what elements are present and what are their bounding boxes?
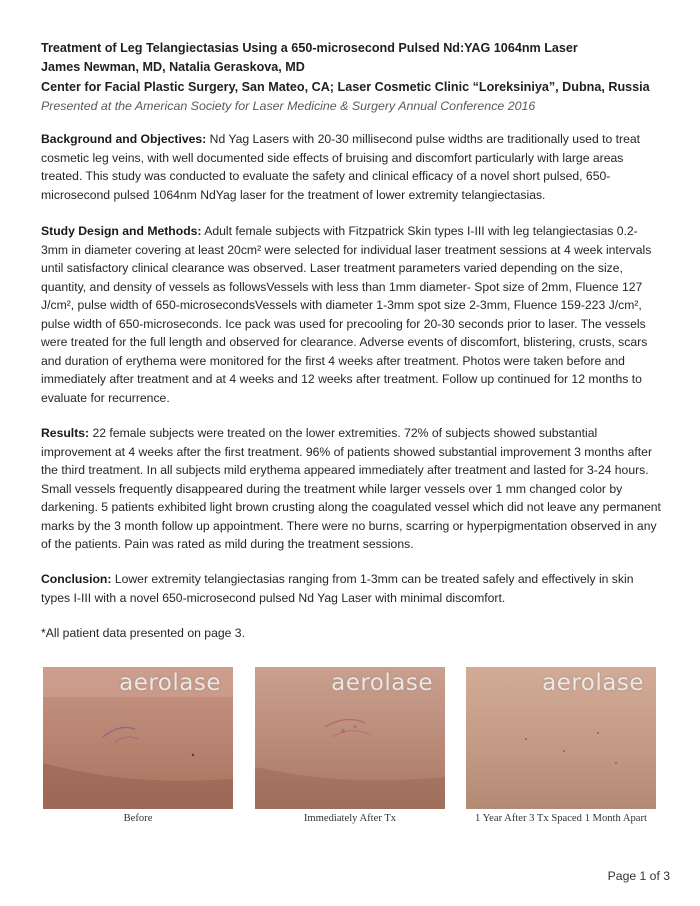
section-body: Lower extremity telangiectasias ranging from 1-3mm can be treated safely and effectively in skin types I-III with a novel 650-microsecond pulsed Nd Yag Laser with minimal discomfort.: [41, 572, 634, 605]
photo-caption-one-year-after: 1 Year After 3 Tx Spaced 1 Month Apart: [475, 813, 647, 824]
photo-immediately-after: [255, 667, 445, 809]
section-body: Adult female subjects with Fitzpatrick Skin types I-III with leg telangiectasias 0.2-3mm in diameter covering at least 20cm² were selected for individual laser treatment sessions at 4 week intervals until satisfactory clinical clearance was observed. Laser treatment parameters varied depending on the size, quantity, and density of vessels as followsVessels with less than 1mm diameter- Spot size of 2mm, Fluence 127 J/cm², pulse width of 650-microsecondsVessels with diameter 1-3mm spot size 2-3mm, Fluence 159-223 J/cm², pulse width of 650-microseconds. Ice pack was used for precooling for 20-30 seconds prior to laser. The vessels were treated for the full length and observed for clearance. Adverse events of discomfort, blistering, crusts, scars and duration of erythema were monitored for the first 4 weeks after treatment. Photos were taken before and immediately after treatment and at 4 weeks and 12 weeks after treatment. Follow up continued for 12 months to evaluate for recurrence.: [41, 224, 652, 405]
section-conclusion: [41, 570, 661, 607]
section-body: Nd Yag Lasers with 20-30 millisecond pulse widths are traditionally used to treat cosmetic leg veins, with well documented side effects of bruising and discomfort particularly with large areas treated. This study was conducted to evaluate the safety and clinical efficacy of a novel short pulsed, 650-microsecond pulsed 1064nm NdYag laser for the treatment of lower extremity telangiectasias.: [41, 132, 641, 202]
patient-data-note: *All patient data presented on page 3.: [41, 626, 245, 640]
section-background: [41, 130, 661, 204]
aerolase-watermark: aerolase: [119, 670, 221, 696]
section-results: [41, 424, 661, 554]
page-number: Page 1 of 3: [607, 869, 670, 883]
section-heading: Conclusion:: [41, 572, 112, 586]
photo-before: [43, 667, 233, 809]
section-methods: [41, 222, 661, 407]
photo-caption-before: Before: [123, 813, 153, 824]
section-heading: Background and Objectives:: [41, 132, 207, 146]
aerolase-watermark: aerolase: [331, 670, 433, 696]
paper-header: [41, 39, 671, 117]
paper-affiliation: Center for Facial Plastic Surgery, San Mateo, CA; Laser Cosmetic Clinic “Loreksiniya”, Dubna, Russia: [41, 79, 650, 94]
photo-one-year-after: [466, 667, 656, 809]
paper-title: Treatment of Leg Telangiectasias Using a 650-microsecond Pulsed Nd:YAG 1064nm Laser: [41, 41, 578, 55]
section-body: 22 female subjects were treated on the lower extremities. 72% of subjects showed substantial improvement at 4 weeks after the first treatment. 96% of patients showed substantial improvement 3 months after the third treatment. In all subjects mild erythema appeared immediately after treatment and lasted for 3-24 hours. Small vessels frequently disappeared during the treatment while larger vessels over 1 mm changed color by darkening. 5 patients exhibited light brown crusting along the coagulated vessel which did not leave any permanent marks by the 3 month follow up appointment. There were no burns, scarring or hyperpigmentation observed in any of the patients. Pain was rated as mild during the treatment sessions.: [41, 426, 661, 551]
presented-at: Presented at the American Society for Laser Medicine & Surgery Annual Conference 2016: [41, 99, 536, 114]
section-heading: Results:: [41, 426, 90, 440]
aerolase-watermark: aerolase: [542, 670, 644, 696]
paper-authors: James Newman, MD, Natalia Geraskova, MD: [41, 60, 305, 75]
section-heading: Study Design and Methods:: [41, 224, 202, 238]
photo-caption-immediately-after: Immediately After Tx: [303, 813, 397, 824]
